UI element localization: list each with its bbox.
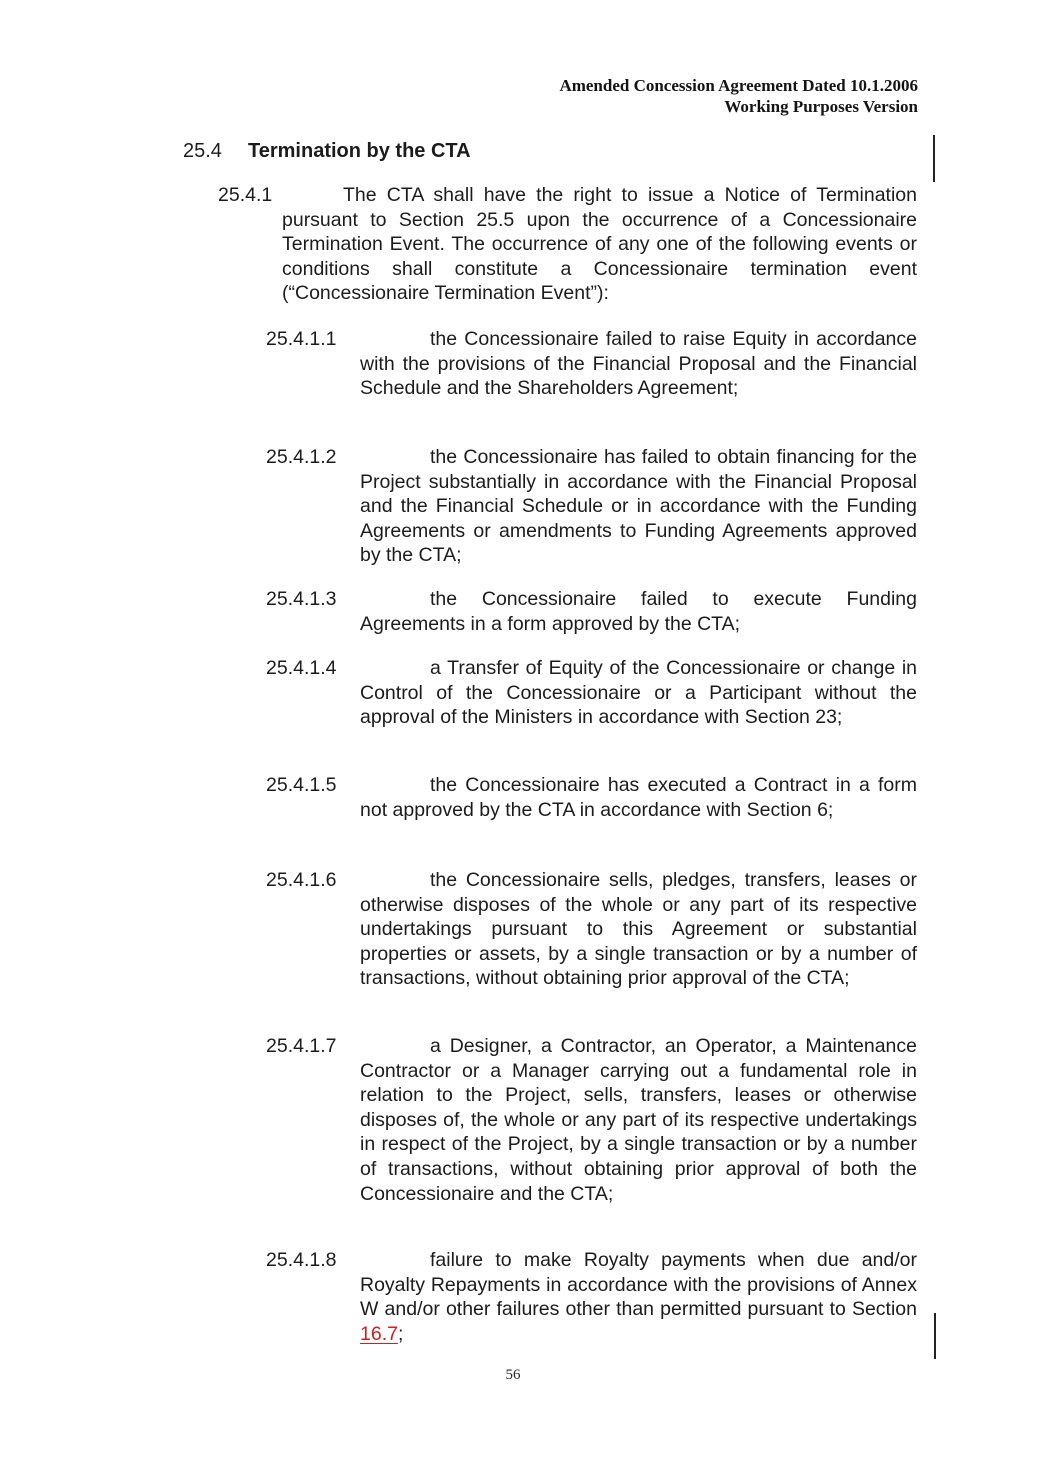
subclause-number: 25.4.1.8 [266,1249,337,1271]
subclause-25-4-1-6 [0,868,1040,991]
clause-25-4-1 [0,183,1040,306]
subclause-text: the Concessionaire sells, pledges, transfers, leases or otherwise disposes of the whole or any part of its respective undertakings pursuant to this Agreement or substantial properties or assets, by a single transaction or by a number of transactions, without obtaining prior approval of the CTA; [360,869,917,990]
subclause-text: the Concessionaire has failed to obtain financing for the Project substantially in accordance with the Financial Proposal and the Financial Schedule or in accordance with the Funding Agreements or amendments to Funding Agreements approved by the CTA; [360,446,917,567]
subclause-25-4-1-2 [0,445,1040,568]
subclause-25-4-1-4 [0,656,1040,730]
subclause-25-4-1-7 [0,1034,1040,1206]
subclause-text: a Transfer of Equity of the Concessionaire or change in Control of the Concessionaire or a Participant without the approval of the Ministers in accordance with Section 23; [360,657,917,729]
subclause-number: 25.4.1.7 [266,1035,337,1057]
subclause-text: the Concessionaire has executed a Contract in a form not approved by the CTA in accordance with Section 6; [360,774,917,821]
clause-text: The CTA shall have the right to issue a Notice of Termination pursuant to Section 25.5 upon the occurrence of a Concessionaire Termination Event. The occurrence of any one of the following events or conditions shall constitute a Concessionaire termination event (“Concessionaire Termination Event”): [282,184,917,305]
subclause-number: 25.4.1.4 [266,657,337,679]
header-version-line: Working Purposes Version [724,97,918,116]
page-number: 56 [505,1367,521,1383]
subclause-number: 25.4.1.2 [266,446,337,468]
section-heading [183,139,471,164]
document-header [559,75,918,117]
subclause-25-4-1-5 [0,773,1040,822]
subclause-25-4-1-1 [0,327,1040,401]
section-16-7-link[interactable]: 16.7 [360,1322,398,1345]
subclause-text [360,1248,917,1346]
section-number: 25.4 [183,140,222,162]
subclause-number: 25.4.1.1 [266,328,337,350]
subclause-25-4-1-3 [0,587,1040,636]
clause-number: 25.4.1 [218,184,273,206]
section-title: Termination by the CTA [248,140,471,162]
subclause-text: the Concessionaire failed to raise Equity in accordance with the provisions of the Financial Proposal and the Financial Schedule and the Shareholders Agreement; [360,328,917,400]
subclause-text: the Concessionaire failed to execute Funding Agreements in a form approved by the CTA; [360,588,917,635]
subclause-25-4-1-8 [0,1248,1040,1346]
subclause-number: 25.4.1.6 [266,869,337,891]
revision-change-bar-top [933,135,935,182]
subclause-number: 25.4.1.5 [266,774,337,796]
subclause-text-after-link: ; [397,1322,404,1345]
subclause-text-before-link: failure to make Royalty payments when due and/or Royalty Repayments in accordance with the provisions of Annex W and/or other failures other than permitted pursuant to Section [360,1249,917,1321]
subclause-number: 25.4.1.3 [266,588,337,610]
subclause-text: a Designer, a Contractor, an Operator, a Maintenance Contractor or a Manager carrying out a fundamental role in relation to the Project, sells, transfers, leases or otherwise disposes of, the whole or any part of its respective undertakings in respect of the Project, by a single transaction or by a number of transactions, without obtaining prior approval of both the Concessionaire and the CTA; [360,1035,917,1205]
header-title-line: Amended Concession Agreement Dated 10.1.2006 [559,76,918,95]
